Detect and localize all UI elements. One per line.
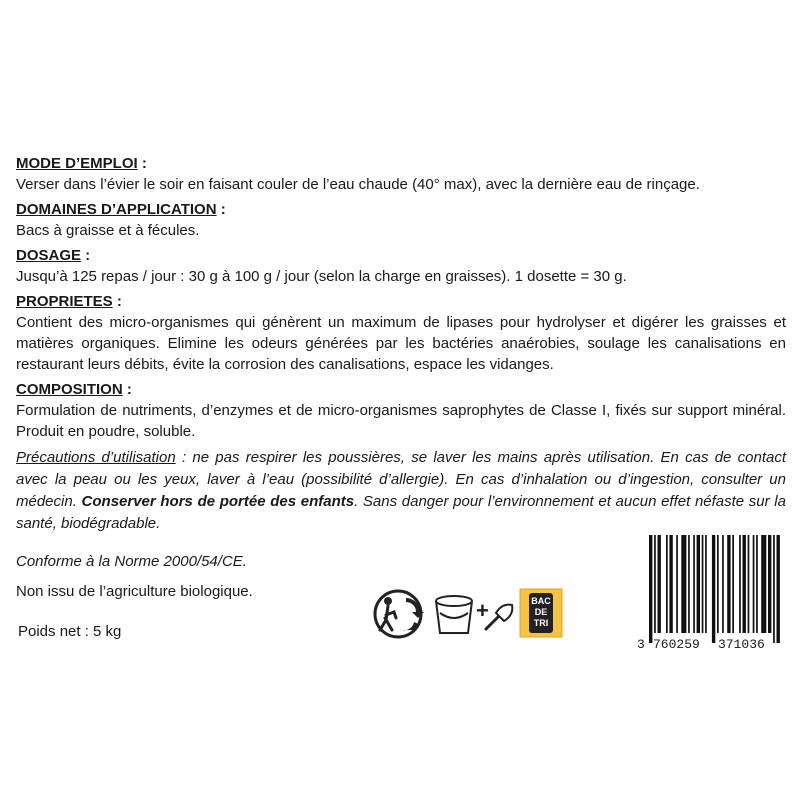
triman-icon (372, 588, 428, 640)
barcode-bar (722, 535, 724, 633)
section-colon: : (112, 293, 122, 310)
barcode-bar (743, 535, 746, 633)
bio-text: Non issu de l’agriculture biologique. (16, 583, 253, 600)
bin-line: BAC (531, 596, 551, 606)
section-dosage (16, 246, 786, 287)
barcode-bar (654, 535, 656, 633)
precautions-warning: Conserver hors de portée des enfants (81, 493, 355, 510)
section-colon: : (122, 381, 132, 398)
barcode-bar (669, 535, 672, 633)
barcode-bar (773, 535, 775, 643)
barcode-digit-first: 3 (637, 637, 645, 652)
precautions-title: Précautions d’utilisation (16, 449, 176, 466)
barcode-bar (768, 535, 771, 633)
barcode-bar (697, 535, 700, 633)
barcode-bar (727, 535, 730, 633)
barcode-bar (705, 535, 707, 633)
barcode-bar (649, 535, 652, 643)
bin-line: TRI (533, 618, 549, 628)
section-colon: : (137, 155, 147, 172)
section-mode-emploi (16, 154, 786, 195)
section-domaines (16, 200, 786, 241)
section-text: Jusqu’à 125 repas / jour : 30 g à 100 g / jour (selon la charge en graisses). 1 dosette = 30 g. (16, 268, 627, 285)
net-weight: Poids net : 5 kg (18, 623, 122, 640)
section-text: Verser dans l’évier le soir en faisant couler de l’eau chaude (40° max), avec la dernière eau de rinçage. (16, 176, 700, 193)
barcode-digits-right: 371036 (718, 637, 765, 652)
barcode (635, 535, 780, 657)
scoop-icon (484, 601, 516, 631)
barcode-bars (635, 535, 780, 645)
plus-sign: + (476, 598, 489, 623)
section-colon: : (81, 247, 91, 264)
barcode-bar (732, 535, 734, 633)
bucket-icon (432, 593, 476, 637)
barcode-bar (753, 535, 755, 633)
barcode-bar (688, 535, 690, 633)
barcode-bar (693, 535, 695, 633)
section-title: PROPRIETES (16, 293, 113, 310)
norme-text: Conforme à la Norme 2000/54/CE. (16, 553, 247, 570)
bac-de-tri-icon (516, 585, 566, 641)
section-title: DOMAINES D’APPLICATION (16, 201, 217, 218)
barcode-bar (761, 535, 766, 633)
barcode-bar (739, 535, 741, 633)
section-colon: : (216, 201, 226, 218)
barcode-bar (676, 535, 678, 633)
barcode-bar (717, 535, 719, 633)
barcode-bar (658, 535, 661, 633)
precautions-paragraph (16, 447, 786, 535)
section-title: DOSAGE (16, 247, 82, 264)
barcode-digits-left: 760259 (653, 637, 700, 652)
section-text: Formulation de nutriments, d’enzymes et de micro-organismes saprophytes de Classe I, fixés sur support minéral. Produit en poudre, soluble. (16, 402, 786, 440)
precautions-text: : ne pas respirer les poussières, se laver les mains après utilisation. En cas de contact avec la peau ou les yeux, laver à l’eau (possibilité d’allergie). En cas d’inhalation ou d’ingestion, consulter un médecin. (16, 449, 786, 510)
precautions-text-end: . Sans danger pour l’environnement et aucun effet néfaste sur la santé, biodégradable. (16, 493, 786, 532)
bin-line: DE (534, 607, 548, 617)
barcode-bar (712, 535, 715, 643)
section-composition (16, 380, 786, 442)
barcode-bar (666, 535, 668, 633)
barcode-bar (756, 535, 758, 633)
barcode-bar (681, 535, 686, 633)
barcode-bar (748, 535, 750, 633)
section-title: COMPOSITION (16, 381, 123, 398)
barcode-bar (702, 535, 704, 633)
section-text: Bacs à graisse et à fécules. (16, 222, 200, 239)
instructions-block (16, 154, 786, 535)
section-title: MODE D’EMPLOI (16, 155, 138, 172)
barcode-bar (777, 535, 780, 643)
recycling-icons (372, 585, 572, 645)
section-text: Contient des micro-organismes qui génèrent un maximum de lipases pour hydrolyser et digérer les graisses et matières organiques. Elimine les odeurs générées par les bactéries anaérobies, soulage les canalisations en restaurant leurs débits, évite la corrosion des canalisations, espace les vidanges. (16, 314, 786, 373)
section-proprietes (16, 292, 786, 375)
